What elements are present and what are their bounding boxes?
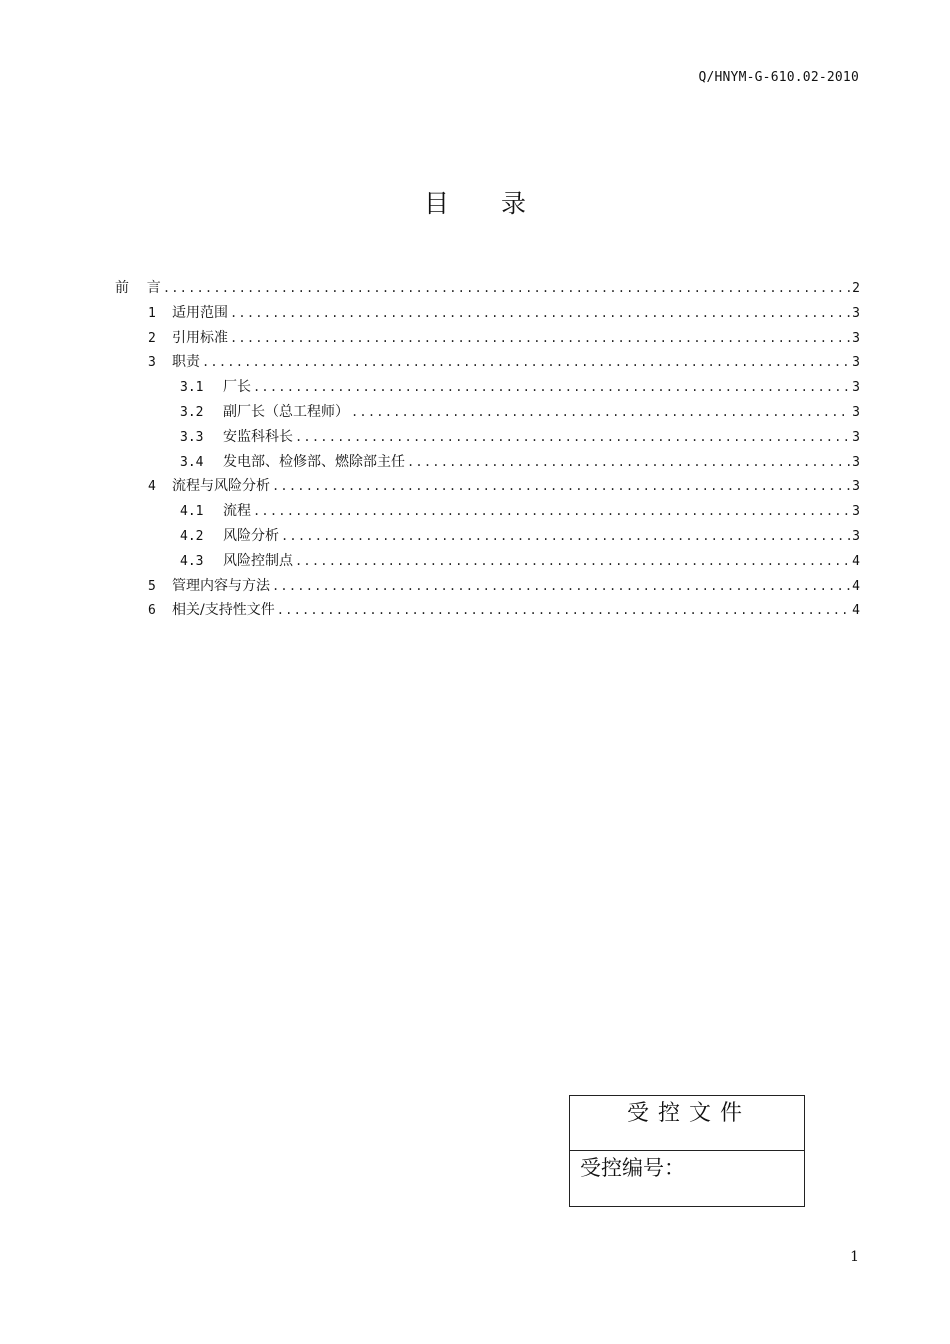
toc-entry-page: 4 bbox=[852, 578, 860, 594]
toc-entry-title: 风险分析 bbox=[223, 527, 279, 544]
toc-leader-dots bbox=[351, 402, 850, 422]
toc-entry-page: 4 bbox=[852, 553, 860, 569]
toc-entry-title: 厂长 bbox=[223, 379, 251, 396]
stamp-title: 受控文件 bbox=[570, 1096, 804, 1151]
toc-entry-title: 适用范围 bbox=[172, 304, 228, 321]
toc-leader-dots bbox=[163, 278, 850, 298]
toc-entry[interactable] bbox=[115, 402, 860, 427]
toc-entry-page: 3 bbox=[852, 429, 860, 445]
toc-entry[interactable] bbox=[115, 600, 860, 625]
toc-entry-page: 4 bbox=[852, 603, 860, 619]
toc-entry[interactable] bbox=[115, 501, 860, 526]
toc-entry[interactable] bbox=[115, 576, 860, 601]
toc-entry-number: 4.1 bbox=[180, 504, 204, 520]
toc-entry[interactable] bbox=[115, 551, 860, 576]
toc-entry[interactable] bbox=[115, 303, 860, 328]
toc-leader-dots bbox=[295, 427, 850, 447]
page-number: 1 bbox=[850, 1249, 859, 1265]
toc-entry-title: 管理内容与方法 bbox=[172, 577, 270, 594]
toc-entry-number: 3.1 bbox=[180, 380, 204, 396]
toc-entry-title: 前 言 bbox=[115, 280, 161, 296]
toc-leader-dots bbox=[272, 476, 850, 496]
stamp-control-number-label: 受控编号： bbox=[580, 1156, 685, 1180]
title-part-1: 目 bbox=[423, 189, 449, 218]
toc-entry-page: 3 bbox=[852, 355, 860, 371]
toc-entry[interactable] bbox=[115, 352, 860, 377]
toc-entry-number: 4 bbox=[148, 479, 156, 495]
toc-entry-page: 2 bbox=[852, 281, 860, 296]
toc-leader-dots bbox=[295, 551, 850, 571]
toc-entry-title: 职责 bbox=[172, 354, 200, 371]
toc-entry-title: 发电部、检修部、燃除部主任 bbox=[223, 453, 405, 470]
toc-leader-dots bbox=[277, 600, 850, 620]
toc-leader-dots bbox=[253, 377, 850, 397]
toc-entry-number: 6 bbox=[148, 603, 156, 619]
toc-entry-page: 3 bbox=[852, 454, 860, 470]
toc-entry-number: 3.3 bbox=[180, 429, 204, 445]
toc-entry[interactable] bbox=[115, 476, 860, 501]
toc-entry-number: 5 bbox=[148, 578, 156, 594]
toc-leader-dots bbox=[230, 303, 850, 323]
toc-leader-dots bbox=[230, 328, 850, 348]
toc-entry-number: 3 bbox=[148, 355, 156, 371]
toc-entry-number: 3.2 bbox=[180, 404, 204, 420]
toc-entry[interactable] bbox=[115, 427, 860, 452]
toc-entry-page: 3 bbox=[852, 380, 860, 396]
toc-entry[interactable] bbox=[115, 377, 860, 402]
toc-entry-number: 4.2 bbox=[180, 528, 204, 544]
toc-entry-page: 3 bbox=[852, 504, 860, 520]
toc-entry-page: 3 bbox=[852, 479, 860, 495]
toc-entry-title: 相关/支持性文件 bbox=[172, 602, 275, 619]
toc-entry-number: 2 bbox=[148, 330, 156, 346]
toc-entry-number: 1 bbox=[148, 305, 156, 321]
toc-entry-title: 引用标准 bbox=[172, 329, 228, 346]
toc-entry-page: 3 bbox=[852, 404, 860, 420]
toc-entry-title: 流程 bbox=[223, 503, 251, 520]
toc-entry-page: 3 bbox=[852, 528, 860, 544]
document-code: Q/HNYM-G-610.02-2010 bbox=[698, 70, 859, 85]
table-of-contents bbox=[115, 278, 860, 625]
toc-entry[interactable] bbox=[115, 278, 860, 303]
toc-entry-page: 3 bbox=[852, 305, 860, 321]
toc-entry-title: 安监科科长 bbox=[223, 428, 293, 445]
toc-entry[interactable] bbox=[115, 452, 860, 477]
page-title bbox=[0, 184, 950, 220]
toc-entry-number: 3.4 bbox=[180, 454, 204, 470]
toc-entry-number: 4.3 bbox=[180, 553, 204, 569]
toc-entry-title: 风险控制点 bbox=[223, 552, 293, 569]
toc-entry[interactable] bbox=[115, 526, 860, 551]
toc-entry-page: 3 bbox=[852, 330, 860, 346]
toc-entry-title: 副厂长（总工程师） bbox=[223, 403, 349, 420]
toc-leader-dots bbox=[407, 452, 850, 472]
toc-leader-dots bbox=[272, 576, 850, 596]
toc-leader-dots bbox=[202, 352, 850, 372]
toc-entry-title: 流程与风险分析 bbox=[172, 478, 270, 495]
title-part-2: 录 bbox=[501, 189, 527, 218]
toc-leader-dots bbox=[281, 526, 850, 546]
controlled-document-stamp bbox=[569, 1095, 805, 1207]
toc-leader-dots bbox=[253, 501, 850, 521]
toc-entry[interactable] bbox=[115, 328, 860, 353]
